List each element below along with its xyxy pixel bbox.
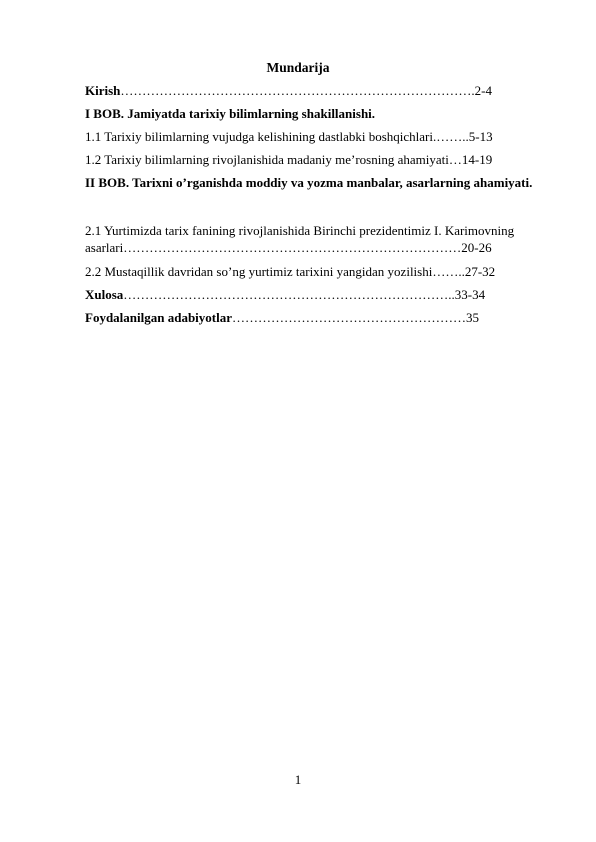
entry-label-line1: 2.1 Yurtimizda tarix fanining rivojlanishida Birinchi prezidentimiz I. Karimovning bbox=[85, 223, 515, 238]
entry-label: Foydalanilgan adabiyotlar bbox=[85, 310, 232, 325]
toc-entry-kirish bbox=[85, 82, 545, 99]
entry-label: Kirish bbox=[85, 83, 121, 98]
toc-entry-bob2 bbox=[85, 174, 545, 191]
toc-entry-2-2 bbox=[85, 263, 545, 280]
toc-entry-xulosa bbox=[85, 286, 545, 303]
page-number: 1 bbox=[294, 772, 302, 787]
page-range: 20-26 bbox=[461, 240, 492, 255]
leader-dots: ………………………………………………………………….. bbox=[123, 287, 455, 302]
entry-label: 1.2 Tarixiy bilimlarning rivojlanishida madaniy me’rosning ahamiyati… bbox=[85, 152, 462, 167]
toc-entry-foydalanilgan bbox=[85, 309, 545, 326]
leader-dots: ……………………………………………… bbox=[232, 310, 466, 325]
page-range: 5-13 bbox=[468, 129, 493, 144]
toc-entry-bob1 bbox=[85, 105, 545, 122]
page-range: 27-32 bbox=[464, 264, 496, 279]
chapter-heading: I BOB. Jamiyatda tarixiy bilimlarning shakillanishi. bbox=[85, 106, 376, 121]
toc-entry-1-2 bbox=[85, 151, 545, 168]
entry-label: Xulosa bbox=[85, 287, 124, 302]
leader-dots: ………………………………………………………………………. bbox=[120, 83, 475, 98]
page-range: 33-34 bbox=[454, 287, 486, 302]
chapter-heading: II BOB. Tarixni o’rganishda moddiy va yozma manbalar, asarlarning ahamiyati. bbox=[85, 175, 533, 190]
entry-label-line2: asarlari…………………………………………………………………… bbox=[85, 240, 462, 255]
entry-label: 1.1 Tarixiy bilimlarning vujudga kelishining dastlabki boshqichlari.…….. bbox=[85, 129, 469, 144]
page-range: 35 bbox=[466, 310, 479, 325]
toc-entry-2-1 bbox=[85, 222, 545, 256]
toc-title: Mundarija bbox=[266, 60, 330, 75]
page-range: 2-4 bbox=[474, 83, 492, 98]
toc-entry-1-1 bbox=[85, 128, 545, 145]
entry-label: 2.2 Mustaqillik davridan so’ng yurtimiz tarixini yangidan yozilishi…….. bbox=[85, 264, 465, 279]
page-range: 14-19 bbox=[461, 152, 493, 167]
